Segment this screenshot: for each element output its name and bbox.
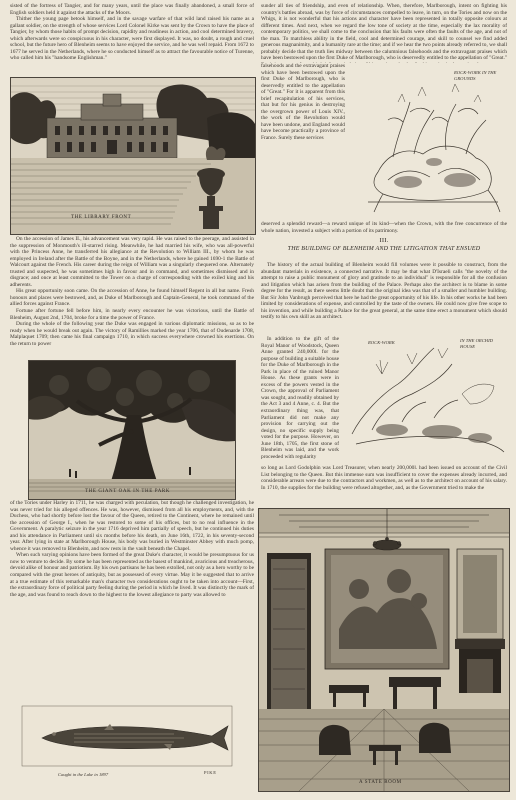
section-title: THE BUILDING OF BLENHEIM AND THE LITIGATION THAT ENSUED bbox=[287, 246, 481, 252]
column-top-left bbox=[10, 3, 254, 75]
engraving-caption: A STATE ROOM bbox=[359, 780, 402, 785]
column-right-mid bbox=[261, 262, 507, 334]
paragraph: The history of the actual building of Blenheim would fill volumes were it possible to construct, from the abundant materials in existence, a connected narrative. It may be that what D'Israeli calls "the novelty of the attempt to raise a public monument of glory and gratitude to an individual" is responsible for all the confusion and litigation which has arisen from the building of the Palace. Perhaps also the architect is to blame in some degree for the result, as there seems little doubt that the original idea was that of a smaller and humbler building. But Sir John Vanbrugh perceived that here he had the great opportunity of his life. In his other works he had been limited by considerations of expense, and controlled by the taste of the owners. He could now give free scope to his invention, and while building a Palace for the great general, at the same time erect a monument which should testify to his own skill as an architect. bbox=[261, 262, 507, 321]
paragraph: sisted of the fortress of Tangier, and for many years, until the place was finally abandoned, a small force of English soldiers held it against the attacks of the Moors. bbox=[10, 3, 254, 16]
sketch-label: ROCK-WORK bbox=[368, 340, 395, 345]
giant-oak-engraving bbox=[28, 360, 236, 500]
sketch-label: Caught in the Lake in 1897 bbox=[58, 772, 109, 777]
paragraph: of the Tories under Harley in 1711, he was charged with peculation, but though he challenged investigation, he was never tried for his alleged offences. He was, however, dismissed from all his employments, and, with the Duchess, who had shortly before lost the favour of the Queen, retired to the Continent, where he remained until the accession of George I., when he was restored to some of his offices, but to no real influence in the Government. A paralytic seizure in the year 1716 deprived him partially of speech, but he continued his duties and his attendance in Parliament until six months before his death, on June 16th, 1722, in his seventy-second year. After lying in state at Marlborough House, his body was buried in Westminster Abbey with much pomp, whence it was removed to Blenheim, and now rests in the vault beneath the Chapel. bbox=[10, 500, 254, 552]
column-mid-left bbox=[10, 236, 254, 358]
column-top-right-continued bbox=[261, 221, 507, 235]
column-lower-left bbox=[10, 500, 254, 698]
paragraph: Fortune after fortune fell before him, in nearly every encounter he was victorious, until the Battle of Blenheim, August 2nd, 1704, broke for a time the power of France. bbox=[10, 308, 254, 321]
column-top-right bbox=[261, 3, 507, 63]
paragraph: falsehoods and the extravagant praises which have been bestowed upon the first Duke of Marlborough, who is deservedly entitled to the appellation of "Great." For it is apparent from this brief recapitulation of his services, that but for his genius in destroying the overgrown power of Louis XIV., the work of the Revolution would have been undone, and England would have become practically a province of France. Surely these services bbox=[261, 63, 345, 142]
column-right-bottom bbox=[261, 465, 507, 505]
rock-work-sketch bbox=[348, 62, 508, 220]
paragraph: deserved a splendid reward—a reward unique of its kind—when the Crown, with the free concurrence of the whole nation, invested a subject with a portion of its patrimony. bbox=[261, 221, 507, 234]
paragraph: When such varying opinions have been formed of the great Duke's character, it would be presumptuous for us now to venture to decide. By some he has been represented as the basest of mankind, avaricious and treacherous, devoid alike of honour and patriotism. By his own partisans he has been extolled, not only as a hero worthy to be compared with the great heroes of antiquity, but as possessed of every virtue. May it be suggested that to arrive at a true estimate of this remarkable man's character two considerations ought to be taken into account—First, the extraordinary force of political party feeling during the period in which he lived. It was distinctly the mark of the age, and was found to reach down to the highest to the lowest allegiance to party was allowed to bbox=[10, 552, 254, 598]
library-front-engraving bbox=[10, 77, 256, 235]
sketch-label: ROCK-WORK IN THE GROUNDS bbox=[454, 70, 497, 81]
sketch-label: IN THE ORCHID HOUSE bbox=[460, 338, 493, 349]
paragraph: so long as Lord Godolphin was Lord Treasurer, when nearly 200,000l. had been issued on account of the Civil List belonging to the Queen. But this immense sum was insufficient to cover the expenses already incurred, and considerable arrears were due to the contractors and workmen, as well as to the architect on account of his salary. In 1710, the supplies for the building were refused altogether, and, as the Government tried to make the bbox=[261, 465, 507, 491]
engraving-caption: THE GIANT OAK IN THE PARK bbox=[85, 489, 171, 494]
engraving-caption: THE LIBRARY FRONT bbox=[71, 215, 132, 220]
paragraph: His great opportunity soon came. On the accession of Anne, he found himself Regent in all but name. Fresh honours and places were bestowed, and, as Duke of Marlborough and Captain-General, he took command of the allied forces against France. bbox=[10, 288, 254, 308]
pike-sketch bbox=[14, 700, 250, 790]
section-numeral: III. bbox=[379, 237, 389, 244]
paragraph: Thither the young page betook himself, and in the savage warfare of that wild land raised his name as a gallant soldier, on the strength of whose services Lord Colonel Kirke was sent by the Crown to have the place of Tangier, by whom those habits of prompt decision, rapidity and readiness in action, and cool determined bravery, which afterwards were so conspicuous in his character, were first displayed. It was, no doubt, a rough and cruel school, but the future hero of Blenheim seems to have enjoyed the service, and he was well repaid. From 1672 to 1677 he served in the Netherlands, where he so conducted himself as to attract the favourable notice of Turenne, who called him his "handsome Englishman." bbox=[10, 16, 254, 62]
paragraph: sunder all ties of friendship, and even of relationship. When, therefore, Marlborough, intent on fighting his country's battles abroad, was by force of circumstances compelled to leave, in turn, on the Tories and now on the Whigs, it is not wonderful that his actions and character have been represented in totally opposite colours at different times. And next, when we regard the low tone of society at the time, especially the lax morality of contemporary politics, we shall come to the conclusion that his faults were often the faults of the age, and not of the man. To matchless ability in the field, cool and determined courage, and skill to counsel we find added generous magnanimity, and a humanity rare at the time; and if we hear the two points already referred to, we shall probably decide that the truth lies midway between the calumnious falsehoods and the extravagant praises which have been bestowed upon the first Duke of Marlborough, who is deservedly entitled to the appellation of "Great." bbox=[261, 3, 507, 62]
column-top-right-narrow bbox=[261, 63, 345, 221]
sketch-label: PIKE bbox=[204, 770, 217, 775]
paragraph: In addition to the gift of the Royal Manor of Woodstock, Queen Anne granted 240,000l. for the purpose of building a suitable house for the Duke of Marlborough in the Park in place of the ruined Manor House. As these grants were in excess of the powers vested in the Crown, the approval of Parliament was sought, and readily obtained by the Act 3 and 4 Anne, c. 4. But the extraordinary thing was, that Parliament did not make any provision for carrying out the design, no specific supply being voted for the purpose. However, on June 18th, 1705, the first stone of Blenheim was laid, and the work proceeded with regularity bbox=[261, 336, 339, 460]
paragraph: During the whole of the following year the Duke was engaged in various diplomatic missions, so as to be ready when he would break out again. The victory of Ramillies marked the year 1706, that of Oudenarde 1708, Malplaquet 1709; then came his final campaign 1710, in which success everywhere crowned his exertions. On the return to power bbox=[10, 321, 254, 347]
orchid-house-sketch bbox=[342, 334, 508, 454]
state-room-engraving bbox=[258, 508, 510, 792]
paragraph: On the accession of James II., his advancement was very rapid. He was raised to the peerage, and assisted in the suppression of Monmouth's ill-starred rising. Meanwhile, he had married his wife, who was all-powerful with the Princess Anne, he transferred his allegiance at the Revolution to William III., by whom he was employed in Ireland after the Battle of the Boyne, and in the Netherlands, where he gained 1690-1 the Battle of Walcourt against the French. His career during the reign of William was a singularly chequered one. Alternately trusted and suspected, he was sometimes high in favour and in command, and sometimes dismissed and in disgrace; and once at least committed to the Tower on a charge of corresponding with the exiled king and his adherents. bbox=[10, 236, 254, 288]
